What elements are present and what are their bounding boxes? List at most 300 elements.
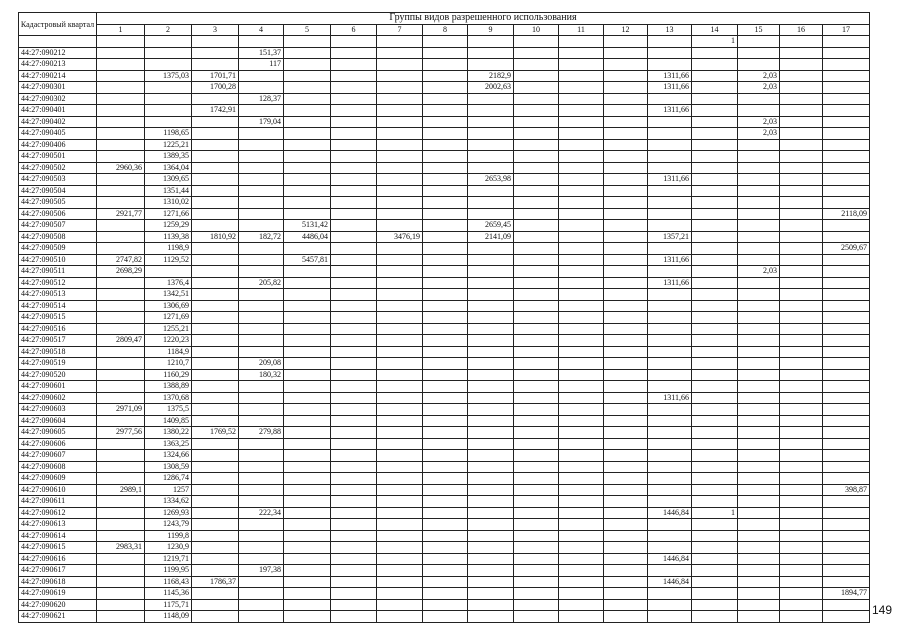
- value-cell: [331, 220, 377, 232]
- value-cell: [468, 47, 514, 59]
- value-cell: [648, 427, 692, 439]
- value-cell: [823, 507, 870, 519]
- marker-cell: [648, 36, 692, 48]
- marker-cell: [331, 36, 377, 48]
- value-cell: 1446,84: [648, 576, 692, 588]
- value-cell: [331, 381, 377, 393]
- value-cell: [514, 530, 559, 542]
- cadastral-quarter-cell: 44:27:090516: [19, 323, 97, 335]
- value-cell: [284, 473, 331, 485]
- value-cell: [239, 220, 284, 232]
- value-cell: [823, 174, 870, 186]
- value-cell: [239, 208, 284, 220]
- value-cell: [97, 611, 145, 623]
- value-cell: [239, 266, 284, 278]
- value-cell: [97, 289, 145, 301]
- value-cell: [823, 231, 870, 243]
- value-cell: [377, 461, 423, 473]
- table-row: [19, 208, 870, 220]
- value-cell: [192, 450, 239, 462]
- value-cell: [604, 312, 648, 324]
- value-cell: [604, 404, 648, 416]
- value-cell: [692, 323, 738, 335]
- value-cell: [192, 542, 239, 554]
- value-cell: [192, 335, 239, 347]
- value-cell: 197,38: [239, 565, 284, 577]
- value-cell: [468, 128, 514, 140]
- value-cell: [648, 450, 692, 462]
- value-cell: 1175,71: [145, 599, 192, 611]
- value-cell: 2118,09: [823, 208, 870, 220]
- value-cell: [192, 128, 239, 140]
- value-cell: [468, 335, 514, 347]
- value-cell: [738, 312, 780, 324]
- value-cell: [468, 139, 514, 151]
- cadastral-quarter-cell: 44:27:090601: [19, 381, 97, 393]
- value-cell: [692, 312, 738, 324]
- value-cell: [604, 243, 648, 255]
- value-cell: [284, 611, 331, 623]
- value-cell: [823, 346, 870, 358]
- marker-cell: [239, 36, 284, 48]
- value-cell: [692, 82, 738, 94]
- value-cell: [738, 461, 780, 473]
- value-cell: [692, 300, 738, 312]
- value-cell: [192, 611, 239, 623]
- value-cell: [284, 70, 331, 82]
- value-cell: [738, 231, 780, 243]
- value-cell: 4486,04: [284, 231, 331, 243]
- value-cell: [514, 162, 559, 174]
- value-cell: [239, 82, 284, 94]
- value-cell: [468, 461, 514, 473]
- value-cell: [331, 335, 377, 347]
- value-cell: [648, 139, 692, 151]
- value-cell: [514, 415, 559, 427]
- value-cell: [692, 93, 738, 105]
- value-cell: [559, 553, 604, 565]
- value-cell: [692, 289, 738, 301]
- value-cell: [692, 496, 738, 508]
- value-cell: [468, 542, 514, 554]
- marker-cell: [423, 36, 468, 48]
- value-cell: 1810,92: [192, 231, 239, 243]
- value-cell: [468, 473, 514, 485]
- value-cell: [377, 553, 423, 565]
- value-cell: [284, 82, 331, 94]
- value-cell: [604, 427, 648, 439]
- value-cell: [648, 565, 692, 577]
- value-cell: [468, 519, 514, 531]
- value-cell: [468, 496, 514, 508]
- value-cell: 1271,69: [145, 312, 192, 324]
- value-cell: [604, 461, 648, 473]
- value-cell: [648, 59, 692, 71]
- table-row: [19, 461, 870, 473]
- value-cell: [423, 128, 468, 140]
- value-cell: [823, 139, 870, 151]
- value-cell: [97, 507, 145, 519]
- value-cell: [97, 300, 145, 312]
- value-cell: 2698,29: [97, 266, 145, 278]
- value-cell: 1306,69: [145, 300, 192, 312]
- value-cell: [192, 220, 239, 232]
- value-cell: [514, 461, 559, 473]
- value-cell: [604, 266, 648, 278]
- value-cell: [648, 484, 692, 496]
- value-cell: [331, 588, 377, 600]
- value-cell: [239, 312, 284, 324]
- value-cell: [239, 438, 284, 450]
- value-cell: [284, 128, 331, 140]
- marker-cell: 1: [692, 36, 738, 48]
- value-cell: [468, 93, 514, 105]
- value-cell: [423, 438, 468, 450]
- value-cell: [468, 427, 514, 439]
- value-cell: [284, 59, 331, 71]
- table-row: [19, 312, 870, 324]
- value-cell: [823, 185, 870, 197]
- value-cell: [239, 588, 284, 600]
- value-cell: [284, 197, 331, 209]
- value-cell: [377, 59, 423, 71]
- table-row: [19, 588, 870, 600]
- value-cell: [468, 323, 514, 335]
- value-cell: [559, 105, 604, 117]
- value-cell: [97, 105, 145, 117]
- value-cell: 1311,66: [648, 82, 692, 94]
- value-cell: 2971,09: [97, 404, 145, 416]
- value-cell: [97, 185, 145, 197]
- value-cell: [823, 128, 870, 140]
- value-cell: 1446,84: [648, 553, 692, 565]
- value-cell: [192, 392, 239, 404]
- value-cell: [738, 208, 780, 220]
- value-cell: [192, 162, 239, 174]
- value-cell: [604, 185, 648, 197]
- value-cell: [514, 565, 559, 577]
- value-cell: [559, 128, 604, 140]
- value-cell: [823, 335, 870, 347]
- value-cell: [192, 116, 239, 128]
- value-cell: [377, 93, 423, 105]
- column-number: 4: [239, 24, 284, 36]
- value-cell: [648, 358, 692, 370]
- table-row: [19, 496, 870, 508]
- value-cell: [239, 197, 284, 209]
- value-cell: [514, 519, 559, 531]
- value-cell: [97, 128, 145, 140]
- value-cell: [284, 392, 331, 404]
- value-cell: [423, 254, 468, 266]
- cadastral-quarter-cell: 44:27:090610: [19, 484, 97, 496]
- cadastral-quarter-cell: 44:27:090502: [19, 162, 97, 174]
- value-cell: [377, 139, 423, 151]
- value-cell: [423, 93, 468, 105]
- value-cell: [377, 404, 423, 416]
- value-cell: 1375,03: [145, 70, 192, 82]
- value-cell: 2983,31: [97, 542, 145, 554]
- value-cell: 1225,21: [145, 139, 192, 151]
- value-cell: [648, 47, 692, 59]
- value-cell: 1324,66: [145, 450, 192, 462]
- value-cell: [331, 369, 377, 381]
- value-cell: [559, 277, 604, 289]
- value-cell: 5131,42: [284, 220, 331, 232]
- value-cell: [738, 197, 780, 209]
- value-cell: [97, 116, 145, 128]
- value-cell: 1199,95: [145, 565, 192, 577]
- value-cell: [738, 151, 780, 163]
- cadastral-quarter-cell: 44:27:090621: [19, 611, 97, 623]
- value-cell: [239, 254, 284, 266]
- value-cell: [604, 450, 648, 462]
- value-cell: [331, 427, 377, 439]
- value-cell: [738, 404, 780, 416]
- value-cell: [559, 427, 604, 439]
- value-cell: [559, 588, 604, 600]
- cadastral-quarter-cell: 44:27:090504: [19, 185, 97, 197]
- value-cell: [559, 59, 604, 71]
- value-cell: 2653,98: [468, 174, 514, 186]
- value-cell: [284, 381, 331, 393]
- value-cell: [192, 312, 239, 324]
- value-cell: [468, 484, 514, 496]
- column-number: 11: [559, 24, 604, 36]
- value-cell: [738, 47, 780, 59]
- value-cell: [423, 484, 468, 496]
- value-cell: 279,88: [239, 427, 284, 439]
- value-cell: [692, 116, 738, 128]
- value-cell: [97, 231, 145, 243]
- value-cell: [648, 266, 692, 278]
- value-cell: [738, 484, 780, 496]
- value-cell: [780, 496, 823, 508]
- value-cell: [692, 392, 738, 404]
- value-cell: [559, 484, 604, 496]
- cadastral-quarter-cell: 44:27:090511: [19, 266, 97, 278]
- value-cell: [780, 162, 823, 174]
- value-cell: [377, 369, 423, 381]
- table-row: [19, 427, 870, 439]
- value-cell: 2509,67: [823, 243, 870, 255]
- value-cell: [780, 565, 823, 577]
- value-cell: 151,37: [239, 47, 284, 59]
- table-row: [19, 611, 870, 623]
- value-cell: [559, 450, 604, 462]
- value-cell: [604, 220, 648, 232]
- value-cell: [423, 323, 468, 335]
- value-cell: [331, 59, 377, 71]
- value-cell: [468, 565, 514, 577]
- value-cell: [738, 93, 780, 105]
- value-cell: 1389,35: [145, 151, 192, 163]
- value-cell: [738, 277, 780, 289]
- value-cell: [331, 461, 377, 473]
- value-cell: [604, 346, 648, 358]
- value-cell: [823, 392, 870, 404]
- value-cell: [239, 450, 284, 462]
- value-cell: [823, 519, 870, 531]
- value-cell: [738, 427, 780, 439]
- value-cell: [559, 162, 604, 174]
- value-cell: [331, 415, 377, 427]
- value-cell: [192, 208, 239, 220]
- value-cell: [738, 611, 780, 623]
- value-cell: [423, 553, 468, 565]
- value-cell: [604, 162, 648, 174]
- table-row: [19, 128, 870, 140]
- value-cell: [423, 369, 468, 381]
- value-cell: [468, 162, 514, 174]
- value-cell: [559, 473, 604, 485]
- value-cell: [780, 116, 823, 128]
- value-cell: [97, 473, 145, 485]
- value-cell: [423, 496, 468, 508]
- table-row: [19, 553, 870, 565]
- value-cell: [284, 312, 331, 324]
- value-cell: [514, 358, 559, 370]
- value-cell: 2141,09: [468, 231, 514, 243]
- value-cell: [423, 151, 468, 163]
- value-cell: [284, 93, 331, 105]
- value-cell: [284, 507, 331, 519]
- value-cell: [780, 174, 823, 186]
- value-cell: [284, 438, 331, 450]
- value-cell: [780, 254, 823, 266]
- value-cell: [423, 588, 468, 600]
- value-cell: [780, 461, 823, 473]
- cadastral-quarter-cell: 44:27:090615: [19, 542, 97, 554]
- value-cell: [648, 381, 692, 393]
- value-cell: 2989,1: [97, 484, 145, 496]
- value-cell: [377, 162, 423, 174]
- table-row: [19, 197, 870, 209]
- value-cell: [780, 358, 823, 370]
- value-cell: [284, 243, 331, 255]
- table-row: [19, 381, 870, 393]
- value-cell: [97, 151, 145, 163]
- value-cell: [377, 151, 423, 163]
- value-cell: [192, 59, 239, 71]
- value-cell: [97, 70, 145, 82]
- value-cell: [97, 139, 145, 151]
- value-cell: [738, 553, 780, 565]
- cadastral-quarter-cell: 44:27:090620: [19, 599, 97, 611]
- value-cell: [284, 300, 331, 312]
- value-cell: [377, 82, 423, 94]
- value-cell: [377, 208, 423, 220]
- value-cell: [514, 59, 559, 71]
- value-cell: [604, 47, 648, 59]
- value-cell: [423, 415, 468, 427]
- value-cell: [423, 277, 468, 289]
- value-cell: [423, 266, 468, 278]
- value-cell: [692, 415, 738, 427]
- value-cell: [377, 312, 423, 324]
- value-cell: [331, 438, 377, 450]
- value-cell: [192, 588, 239, 600]
- value-cell: [97, 346, 145, 358]
- value-cell: [738, 542, 780, 554]
- value-cell: [559, 312, 604, 324]
- value-cell: [192, 599, 239, 611]
- value-cell: [648, 346, 692, 358]
- value-cell: [284, 484, 331, 496]
- value-cell: 205,82: [239, 277, 284, 289]
- value-cell: [514, 553, 559, 565]
- value-cell: [192, 461, 239, 473]
- value-cell: [377, 346, 423, 358]
- value-cell: [192, 346, 239, 358]
- value-cell: [738, 565, 780, 577]
- value-cell: [331, 576, 377, 588]
- table-row: [19, 266, 870, 278]
- cadastral-quarter-cell: 44:27:090612: [19, 507, 97, 519]
- value-cell: [331, 519, 377, 531]
- value-cell: 1376,4: [145, 277, 192, 289]
- value-cell: [423, 174, 468, 186]
- value-cell: [145, 47, 192, 59]
- value-cell: [97, 47, 145, 59]
- value-cell: [514, 289, 559, 301]
- value-cell: [559, 461, 604, 473]
- value-cell: 1363,25: [145, 438, 192, 450]
- value-cell: [145, 59, 192, 71]
- value-cell: [514, 507, 559, 519]
- marker-cell: [19, 36, 97, 48]
- value-cell: [648, 289, 692, 301]
- value-cell: [331, 358, 377, 370]
- value-cell: [468, 300, 514, 312]
- value-cell: [648, 116, 692, 128]
- value-cell: [468, 105, 514, 117]
- value-cell: 1148,09: [145, 611, 192, 623]
- value-cell: [239, 346, 284, 358]
- value-cell: 1894,77: [823, 588, 870, 600]
- value-cell: [738, 369, 780, 381]
- cadastral-quarter-cell: 44:27:090616: [19, 553, 97, 565]
- value-cell: [468, 289, 514, 301]
- value-cell: [377, 576, 423, 588]
- value-cell: [284, 427, 331, 439]
- value-cell: 2,03: [738, 128, 780, 140]
- value-cell: 117: [239, 59, 284, 71]
- value-cell: [97, 369, 145, 381]
- value-cell: [604, 174, 648, 186]
- value-cell: [604, 415, 648, 427]
- value-cell: [648, 93, 692, 105]
- value-cell: 1168,43: [145, 576, 192, 588]
- value-cell: [377, 323, 423, 335]
- value-cell: [738, 438, 780, 450]
- column-number: 2: [145, 24, 192, 36]
- value-cell: [514, 220, 559, 232]
- value-cell: [604, 588, 648, 600]
- marker-cell: [780, 36, 823, 48]
- value-cell: 179,04: [239, 116, 284, 128]
- value-cell: [377, 105, 423, 117]
- value-cell: [780, 484, 823, 496]
- value-cell: [604, 139, 648, 151]
- table-row: [19, 404, 870, 416]
- table-row: [19, 484, 870, 496]
- value-cell: [514, 128, 559, 140]
- cadastral-quarter-cell: 44:27:090618: [19, 576, 97, 588]
- value-cell: [823, 277, 870, 289]
- value-cell: [377, 611, 423, 623]
- value-cell: [604, 93, 648, 105]
